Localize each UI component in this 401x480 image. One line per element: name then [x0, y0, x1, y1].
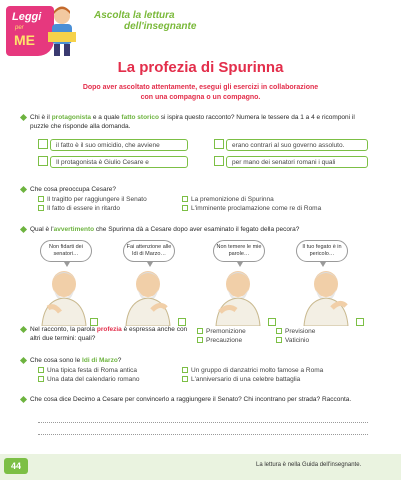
option-label: Un gruppo di danzatrici molto famose a Roma	[191, 367, 324, 374]
q4-option[interactable]	[276, 337, 309, 345]
bullet-diamond-icon	[20, 396, 27, 403]
question-1	[30, 113, 370, 131]
old-man-illustration	[204, 264, 272, 326]
question-4	[30, 325, 190, 343]
checkbox[interactable]	[276, 337, 282, 343]
option-label: Una data del calendario romano	[47, 376, 140, 383]
q4-text-pre: Nel racconto, la parola	[30, 326, 97, 333]
checkbox[interactable]	[182, 376, 188, 382]
q4-text-post: è espressa anche con altri due termini: quali?	[30, 326, 188, 342]
q2-option[interactable]	[182, 205, 321, 213]
bullet-diamond-icon	[20, 226, 27, 233]
puzzle-number-box[interactable]	[38, 156, 48, 166]
checkbox[interactable]	[182, 367, 188, 373]
q5-text-post: ?	[117, 357, 122, 364]
checkbox[interactable]	[38, 196, 44, 202]
q4-option[interactable]	[197, 328, 246, 336]
bullet-diamond-icon	[20, 114, 27, 121]
question-5	[30, 356, 370, 365]
puzzle-number-box[interactable]	[214, 139, 224, 149]
q3-highlight: avvertimento	[53, 226, 95, 233]
option-label: Premonizione	[206, 328, 246, 335]
answer-line[interactable]	[38, 434, 368, 435]
q4-option[interactable]	[276, 328, 315, 336]
puzzle-piece: erano contrari al suo governo assoluto.	[226, 139, 368, 151]
old-man-illustration	[292, 264, 360, 326]
q5-option[interactable]	[182, 376, 300, 384]
puzzle-piece: per mano dei senatori romani i quali	[226, 156, 368, 168]
ascolta-line1: Ascolta la lettura	[94, 10, 175, 21]
checkbox[interactable]	[197, 337, 203, 343]
logo-line3: ME	[14, 32, 35, 48]
checkbox[interactable]	[182, 196, 188, 202]
checkbox[interactable]	[276, 328, 282, 334]
speech-bubble: Il tuo fegato è in pericolo…	[296, 240, 348, 262]
puzzle-piece: Il protagonista è Giulio Cesare e	[50, 156, 188, 168]
puzzle-number-box[interactable]	[38, 139, 48, 149]
q1-text-post: si ispira questo racconto? Numera le tessere da 1 a 4 e ricomponi il puzzle che risponde alla domanda.	[30, 114, 355, 130]
q1-text-pre: Chi è il	[30, 114, 52, 121]
q3-text-post: che Spurinna dà a Cesare dopo aver esaminato il fegato della pecora?	[94, 226, 300, 233]
page-title: La profezia di Spurinna	[117, 59, 284, 76]
question-6	[30, 395, 370, 404]
q5-option[interactable]	[182, 367, 323, 375]
logo-line1: Leggi	[12, 11, 42, 23]
option-label: Il tragitto per raggiungere il Senato	[47, 196, 147, 203]
option-label: L'imminente proclamazione come re di Roma	[191, 205, 322, 212]
q5-option[interactable]	[38, 367, 137, 375]
question-3	[30, 225, 370, 234]
checkbox[interactable]	[38, 367, 44, 373]
q2-option[interactable]	[182, 196, 274, 204]
q1-highlight-protagonista: protagonista	[51, 114, 92, 121]
page-number: 44	[4, 458, 28, 474]
puzzle-number-box[interactable]	[214, 156, 224, 166]
answer-line[interactable]	[38, 422, 368, 423]
speech-bubble: Fai attenzione alle Idi di Marzo…	[123, 240, 175, 262]
q4-highlight: profezia	[96, 326, 122, 333]
answer-checkbox[interactable]	[356, 318, 364, 326]
page-subtitle: Dopo aver ascoltato attentamente, esegui gli esercizi in collaborazione con una compagna o un compagno.	[82, 84, 319, 101]
bullet-diamond-icon	[20, 326, 27, 333]
bullet-diamond-icon	[20, 357, 27, 364]
speech-bubble: Non temere le mie parole…	[213, 240, 265, 262]
checkbox[interactable]	[38, 376, 44, 382]
q1-text-mid: e a quale	[91, 114, 122, 121]
option-label: Vaticinio	[285, 337, 310, 344]
q2-option[interactable]	[38, 205, 120, 213]
old-man-illustration	[114, 264, 182, 326]
q5-option[interactable]	[38, 376, 140, 384]
checkbox[interactable]	[182, 205, 188, 211]
option-label: Precauzione	[206, 337, 243, 344]
ascolta-label	[94, 10, 196, 32]
option-label: Il fatto di essere in ritardo	[47, 205, 120, 212]
q2-option[interactable]	[38, 196, 147, 204]
old-man-illustration	[30, 264, 98, 326]
option-label: Una tipica festa di Roma antica	[47, 367, 137, 374]
logo-line2: per	[15, 25, 24, 31]
q3-text-pre: Qual è l'	[30, 226, 54, 233]
reading-teacher-illustration	[40, 4, 84, 58]
puzzle-piece: il fatto è il suo omicidio, che avviene	[50, 139, 188, 151]
q6-text: Che cosa dice Decimo a Cesare per convincerlo a raggiungere il Senato? Chi incontrano per strada? Racconta.	[30, 396, 352, 403]
checkbox[interactable]	[38, 205, 44, 211]
option-label: Previsione	[285, 328, 316, 335]
q5-text-pre: Che cosa sono le	[30, 357, 83, 364]
q4-option[interactable]	[197, 337, 242, 345]
question-2	[30, 185, 370, 194]
speech-bubble: Non fidarti dei senatori…	[40, 240, 92, 262]
q2-text: Che cosa preoccupa Cesare?	[30, 186, 116, 193]
ascolta-line2: dell'insegnante	[124, 21, 197, 32]
footer-note: La lettura è nella Guida dell'insegnante.	[256, 462, 362, 468]
q1-highlight-fatto-storico: fatto storico	[121, 114, 159, 121]
bullet-diamond-icon	[20, 186, 27, 193]
checkbox[interactable]	[197, 328, 203, 334]
q5-highlight: Idi di Marzo	[82, 357, 118, 364]
option-label: La premonizione di Spurinna	[191, 196, 274, 203]
option-label: L'anniversario di una celebre battaglia	[191, 376, 301, 383]
answer-checkbox[interactable]	[268, 318, 276, 326]
